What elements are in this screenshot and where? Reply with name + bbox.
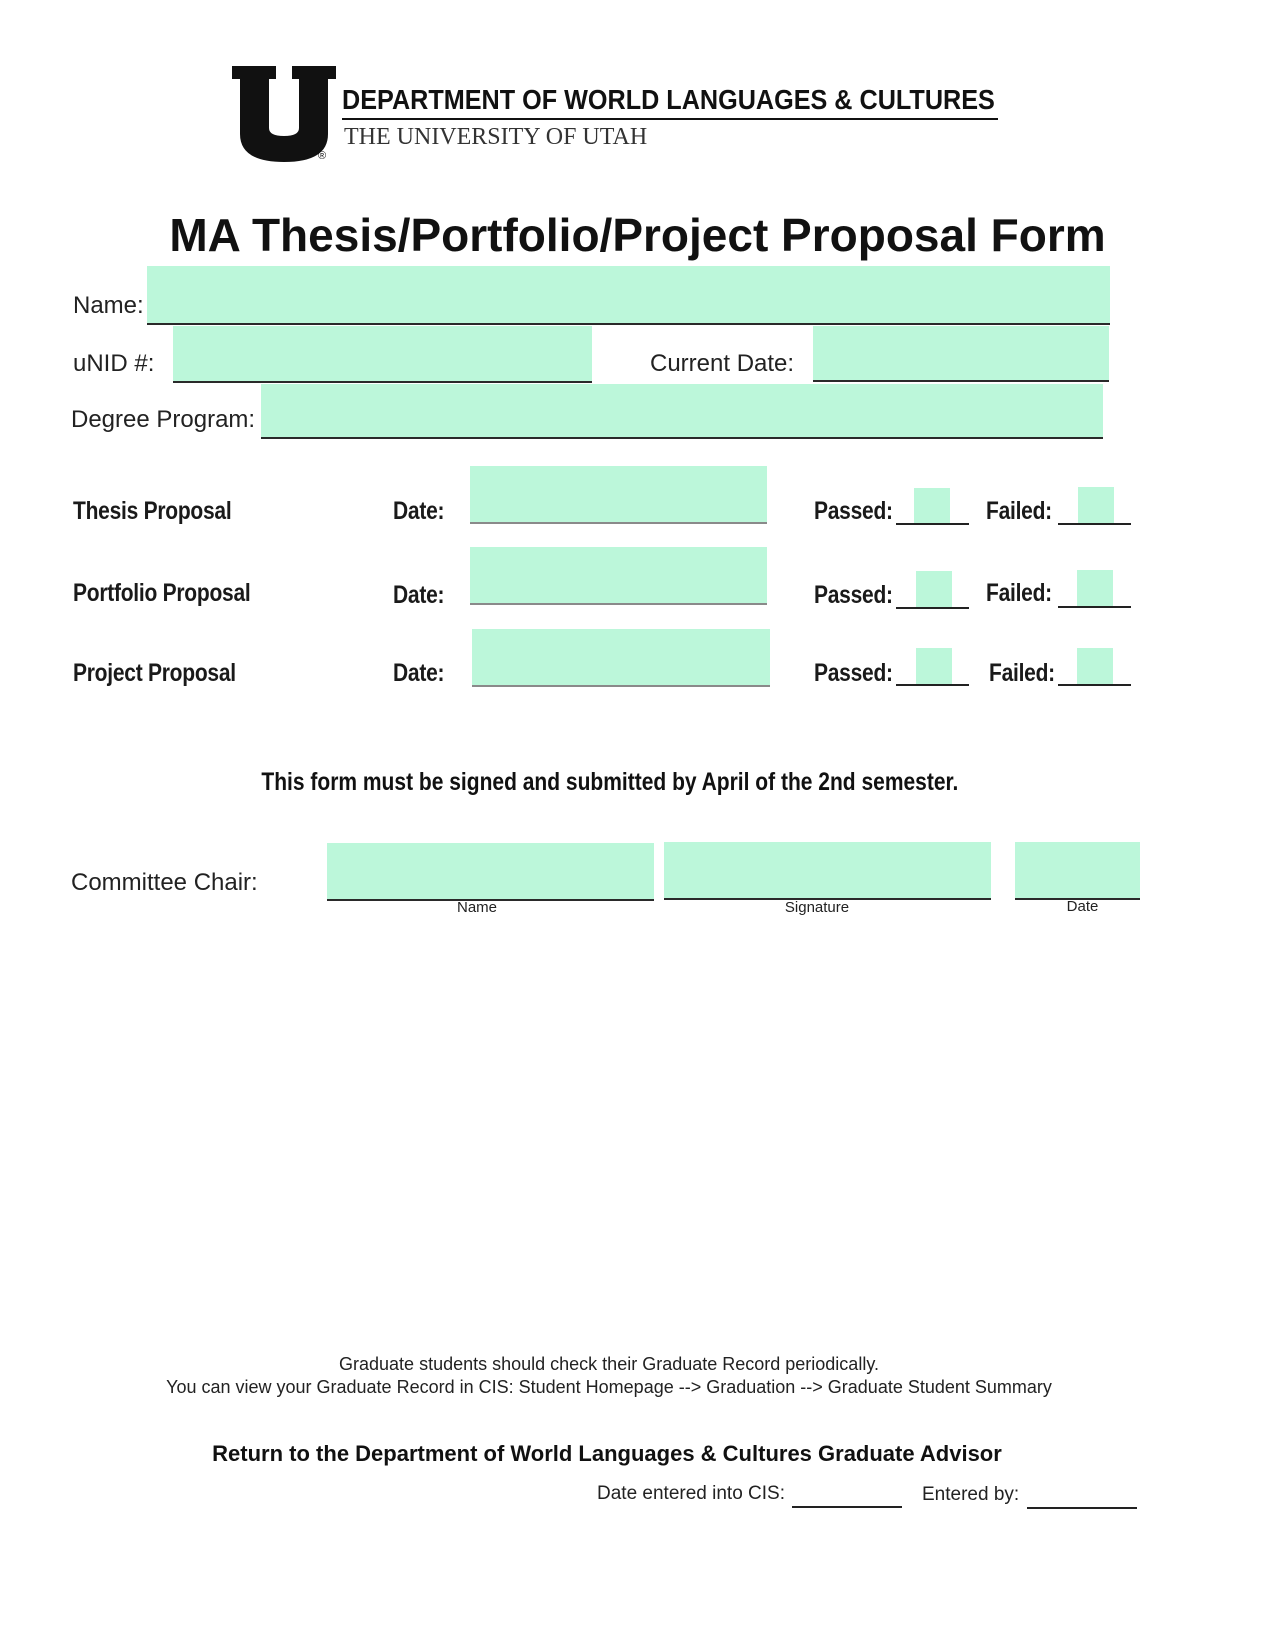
- passed-label: Passed:: [814, 581, 893, 609]
- current-date-field[interactable]: [813, 326, 1109, 382]
- date-entered-label: Date entered into CIS:: [597, 1483, 785, 1504]
- proposal-label: Project Proposal: [73, 659, 236, 687]
- committee-chair-name-field[interactable]: [327, 843, 654, 901]
- thesis-failed-line: [1058, 523, 1131, 525]
- graduate-record-note-1: Graduate students should check their Graduate Record periodically.: [339, 1354, 879, 1374]
- committee-chair-label: Committee Chair:: [71, 869, 258, 896]
- proposal-label: Portfolio Proposal: [73, 579, 251, 607]
- block-u-icon: [232, 66, 336, 162]
- portfolio-date-field[interactable]: [470, 547, 767, 605]
- project-passed-box[interactable]: [916, 648, 952, 684]
- failed-label: Failed:: [986, 497, 1052, 525]
- name-field[interactable]: [147, 266, 1110, 325]
- date-label: Date:: [393, 659, 445, 687]
- entered-by-label: Entered by:: [922, 1484, 1020, 1505]
- project-date-field[interactable]: [472, 629, 770, 687]
- failed-label: Failed:: [986, 579, 1052, 607]
- graduate-record-note-2: You can view your Graduate Record in CIS: Student Homepage --> Graduation --> Graduate Student Summary: [166, 1377, 1052, 1397]
- return-note: Return to the Department of World Languages & Cultures Graduate Advisor: [212, 1441, 1002, 1466]
- signature-caption: Signature: [784, 899, 850, 916]
- portfolio-passed-line: [896, 607, 969, 609]
- thesis-passed-line: [896, 523, 969, 525]
- header-rule: [342, 118, 998, 120]
- university-logo: [232, 66, 336, 162]
- unid-label: uNID #:: [73, 350, 155, 377]
- thesis-failed-box[interactable]: [1078, 487, 1114, 523]
- committee-chair-date-field[interactable]: [1015, 842, 1140, 900]
- registered-mark: ®: [318, 150, 327, 162]
- project-passed-line: [896, 684, 969, 686]
- passed-label: Passed:: [814, 659, 893, 687]
- proposal-label: Thesis Proposal: [73, 497, 232, 525]
- form-title: MA Thesis/Portfolio/Project Proposal Form: [169, 209, 1106, 261]
- name-label: Name:: [73, 292, 144, 319]
- date-label: Date:: [393, 497, 445, 525]
- degree-program-label: Degree Program:: [71, 406, 256, 433]
- entered-by-line[interactable]: [1027, 1507, 1137, 1509]
- department-name: DEPARTMENT OF WORLD LANGUAGES & CULTURES: [342, 84, 995, 115]
- project-failed-line: [1058, 684, 1131, 686]
- portfolio-failed-box[interactable]: [1077, 570, 1113, 606]
- unid-field[interactable]: [173, 326, 592, 383]
- degree-program-field[interactable]: [261, 384, 1103, 439]
- deadline-note: [0, 768, 1220, 797]
- portfolio-failed-line: [1058, 606, 1131, 608]
- name-caption: Name: [456, 899, 497, 916]
- deadline-note-text: This form must be signed and submitted by April of the 2nd semester.: [261, 768, 959, 796]
- current-date-label: Current Date:: [650, 350, 795, 377]
- date-entered-line[interactable]: [792, 1506, 902, 1508]
- project-failed-box[interactable]: [1077, 648, 1113, 684]
- date-label: Date:: [393, 581, 445, 609]
- failed-label: Failed:: [989, 659, 1055, 687]
- thesis-date-field[interactable]: [470, 466, 767, 524]
- portfolio-passed-box[interactable]: [916, 571, 952, 607]
- date-caption: Date: [1066, 898, 1099, 915]
- thesis-passed-box[interactable]: [914, 488, 950, 524]
- passed-label: Passed:: [814, 497, 893, 525]
- committee-chair-signature-field[interactable]: [664, 842, 991, 900]
- university-name: THE UNIVERSITY OF UTAH: [344, 124, 648, 150]
